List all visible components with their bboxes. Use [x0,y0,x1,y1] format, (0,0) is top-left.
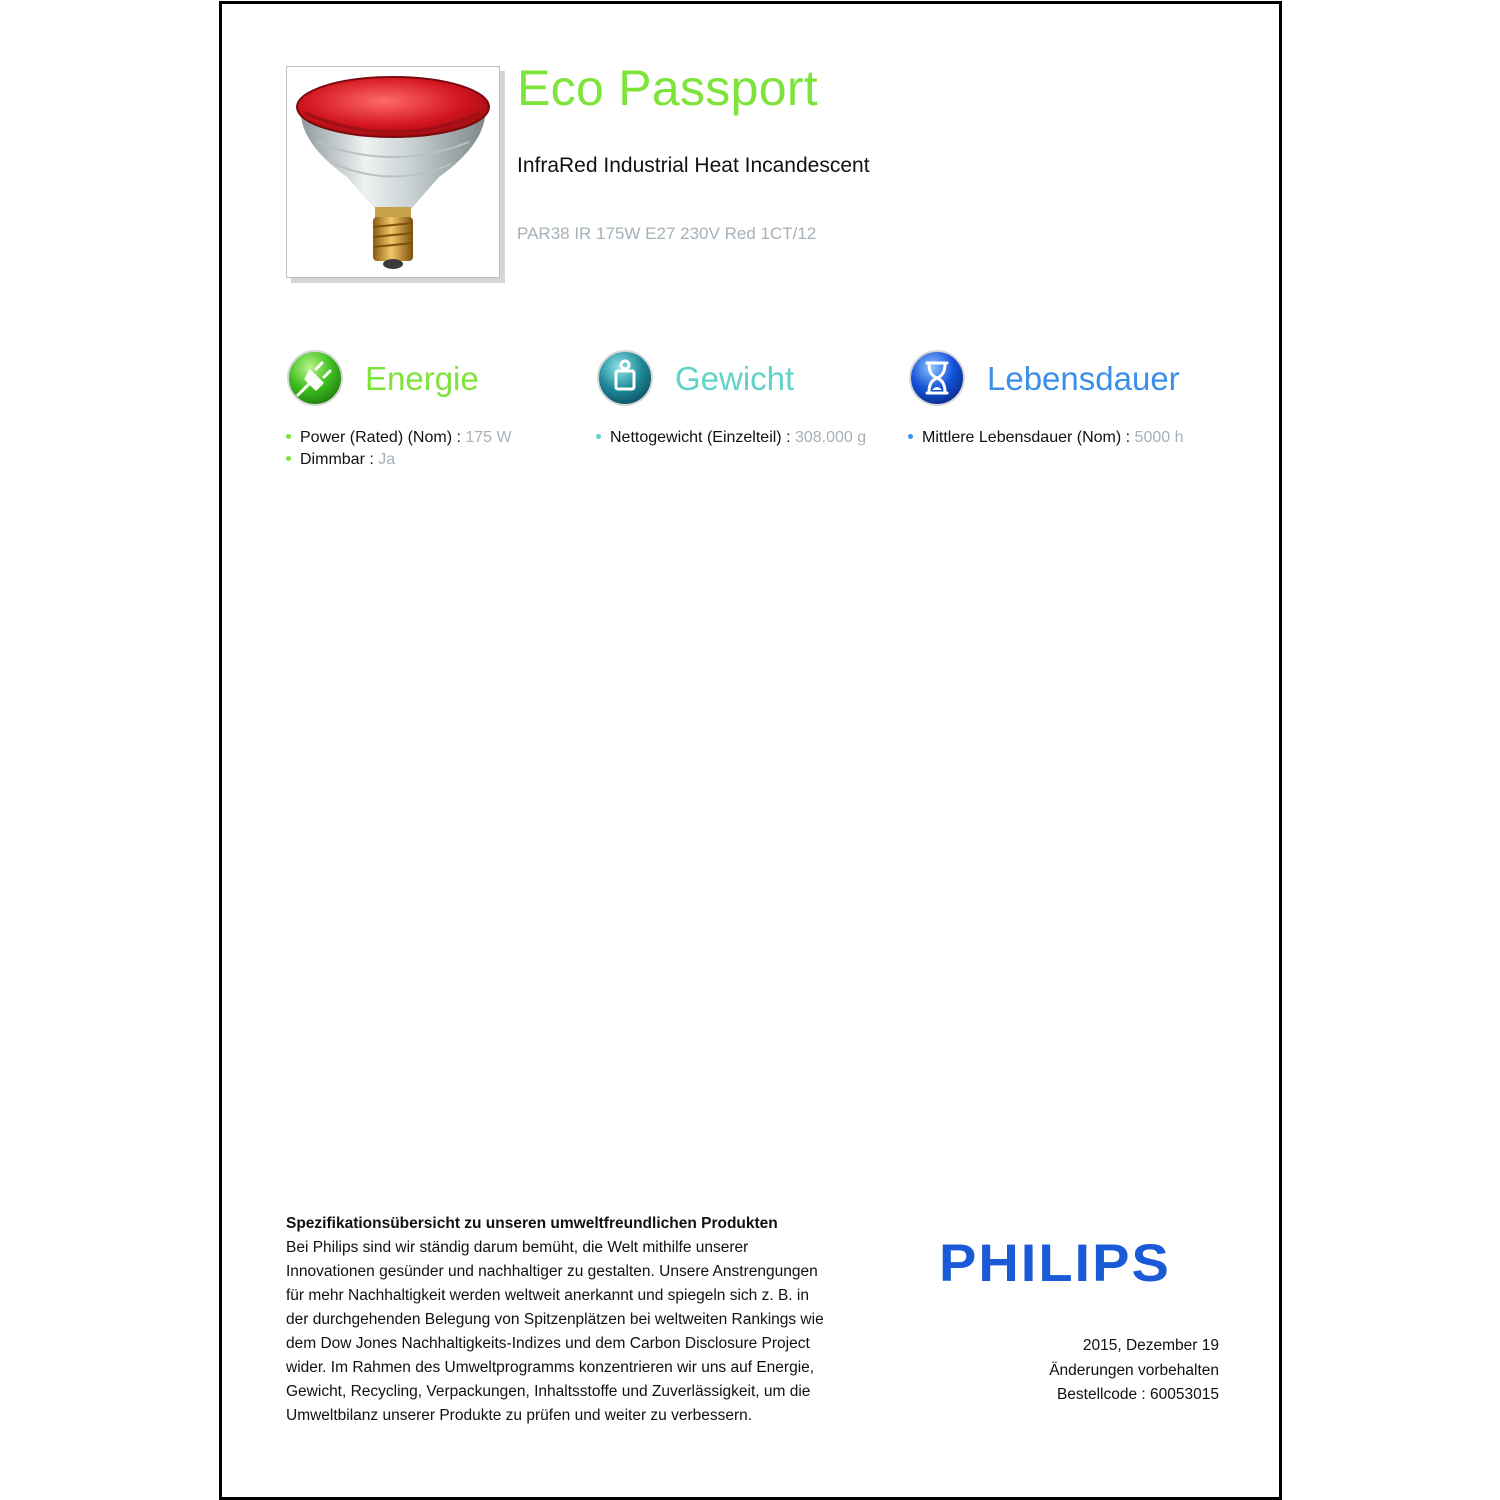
section-heading: Gewicht [675,360,795,397]
order-code: Bestellcode : 60053015 [1056,1386,1219,1403]
change-notice: Änderungen vorbehalten [1049,1361,1219,1379]
product-image [286,66,500,278]
product-code: PAR38 IR 175W E27 230V Red 1CT/12 [517,224,817,243]
spec-value: Ja [378,451,396,468]
spec-value: 175 W [465,429,512,446]
spec-list [286,427,512,471]
about-text [286,1212,826,1428]
product-subtitle: InfraRed Industrial Heat Incandescent [517,154,870,177]
list-item [286,449,512,471]
section-heading: Lebensdauer [987,360,1180,397]
hourglass-icon [908,349,966,407]
spec-value: 308.000 g [794,429,867,446]
plug-icon [286,349,344,407]
bullet-icon [286,434,291,439]
bullet-icon [908,434,913,439]
bullet-icon [596,434,601,439]
spec-label: Nettogewicht (Einzelteil) : [610,429,791,446]
document-meta [1049,1334,1219,1408]
about-body: Bei Philips sind wir ständig darum bemüht, die Welt mithilfe unserer Innovationen gesünder und nachhaltiger zu gestalten. Unsere Anstrengungen für mehr Nachhaltigkeit werden weltweit anerkannt und spiegeln sich z. B. in der durchgehenden Belegung von Spitzenplätzen bei weltweiten Rankings wie dem Dow Jones Nachhaltigkeits-Indizes und dem Carbon Disclosure Project wider. Im Rahmen des Umweltprogramms konzentrieren wir uns auf Energie, Gewicht, Recycling, Verpackungen, Inhaltsstoffe und Zuverlässigkeit, um die Umweltbilanz unserer Produkte zu prüfen und weiter zu verbessern. [286,1239,824,1424]
document-page [219,1,1282,1500]
spec-label: Dimmbar : [300,451,374,468]
section-energie [286,349,586,468]
infrared-bulb-icon [287,67,499,277]
spec-value: 5000 h [1134,429,1184,446]
section-lebensdauer [908,349,1208,446]
bullet-icon [286,456,291,461]
section-gewicht [596,349,896,446]
about-title: Spezifikationsübersicht zu unseren umweltfreundlichen Produkten [286,1215,778,1232]
list-item [286,427,512,449]
document-date: 2015, Dezember 19 [1082,1337,1219,1354]
spec-label: Power (Rated) (Nom) : [300,429,461,446]
section-heading: Energie [365,360,479,397]
philips-logo: PHILIPS [939,1232,1171,1293]
list-item [596,427,866,449]
spec-list [596,427,866,449]
spec-list [908,427,1183,449]
page-title: Eco Passport [517,60,818,116]
list-item [908,427,1183,449]
spec-label: Mittlere Lebensdauer (Nom) : [922,429,1131,446]
weight-icon [596,349,654,407]
